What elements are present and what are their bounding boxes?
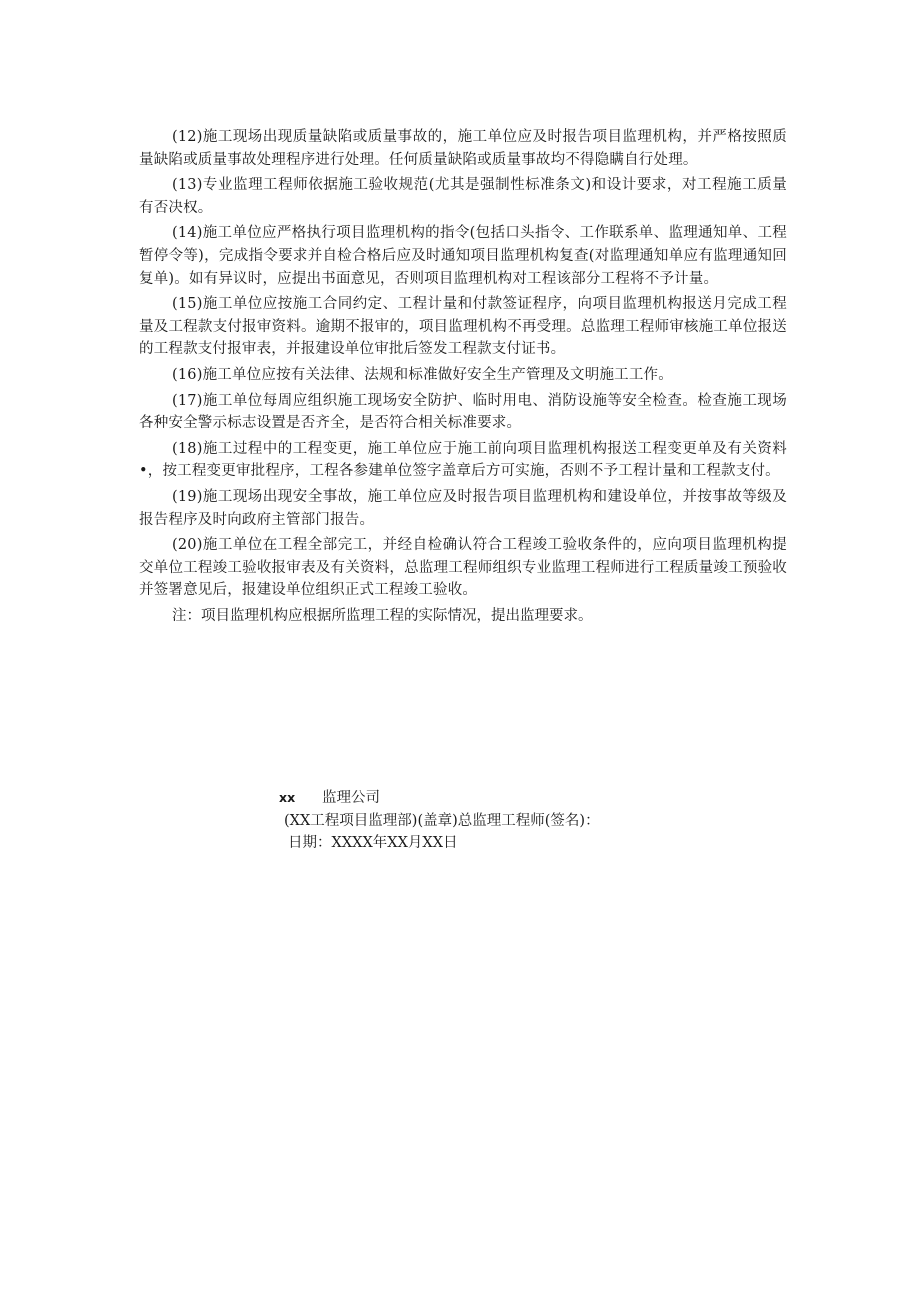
company-prefix: xx	[279, 790, 296, 805]
document-body	[139, 126, 787, 627]
document-note: 注：项目监理机构应根据所监理工程的实际情况，提出监理要求。	[172, 607, 593, 624]
clause-19: (19)施工现场出现安全事故，施工单位应及时报告项目监理机构和建设单位，并按事故等级及报告程序及时向政府主管部门报告。	[139, 488, 787, 528]
signature-block	[279, 787, 799, 855]
company-name: 监理公司	[322, 790, 380, 806]
signature-date-line: 日期：XXXX年XX月XX日	[288, 835, 458, 852]
clause-20: (20)施工单位在工程全部完工，并经自检确认符合工程竣工验收条件的，应向项目监理机构提交单位工程竣工验收报审表及有关资料，总监理工程师组织专业监理工程师进行工程质量竣工预验收并签署意见后，报建设单位组织正式工程竣工验收。	[139, 537, 787, 599]
clause-18: (18)施工过程中的工程变更，施工单位应于施工前向项目监理机构报送工程变更单及有关资料•，按工程变更审批程序，工程各参建单位签字盖章后方可实施，否则不予工程计量和工程款支付。	[139, 440, 787, 480]
clause-13: (13)专业监理工程师依据施工验收规范(尤其是强制性标准条文)和设计要求，对工程施工质量有否决权。	[139, 177, 788, 216]
clause-15: (15)施工单位应按施工合同约定、工程计量和付款签证程序，向项目监理机构报送月完成工程量及工程款支付报审资料。逾期不报审的，项目监理机构不再受理。总监理工程师审核施工单位报送的工程款支付报审表，并报建设单位审批后签发工程款支付证书。	[139, 296, 787, 358]
clause-17: (17)施工单位每周应组织施工现场安全防护、临时用电、消防设施等安全检查。检查施工现场各种安全警示标志设置是否齐全，是否符合相关标准要求。	[139, 392, 787, 432]
signature-company-line	[279, 787, 799, 810]
clause-14: (14)施工单位应严格执行项目监理机构的指令(包括口头指令、工作联系单、监理通知单、工程暂停令等)，完成指令要求并自检合格后应及时通知项目监理机构复查(对监理通知单应有监理通知回复单)。如有异议时，应提出书面意见，否则项目监理机构对工程该部分工程将不予计量。	[139, 225, 787, 287]
clause-12: (12)施工现场出现质量缺陷或质量事故的，施工单位应及时报告项目监理机构，并严格按照质量缺陷或质量事故处理程序进行处理。任何质量缺陷或质量事故均不得隐瞒自行处理。	[139, 129, 787, 168]
signature-department-line: (XX工程项目监理部)(盖章)总监理工程师(签名)：	[284, 812, 600, 829]
clause-16: (16)施工单位应按有关法律、法规和标准做好安全生产管理及文明施工工作。	[172, 366, 673, 383]
